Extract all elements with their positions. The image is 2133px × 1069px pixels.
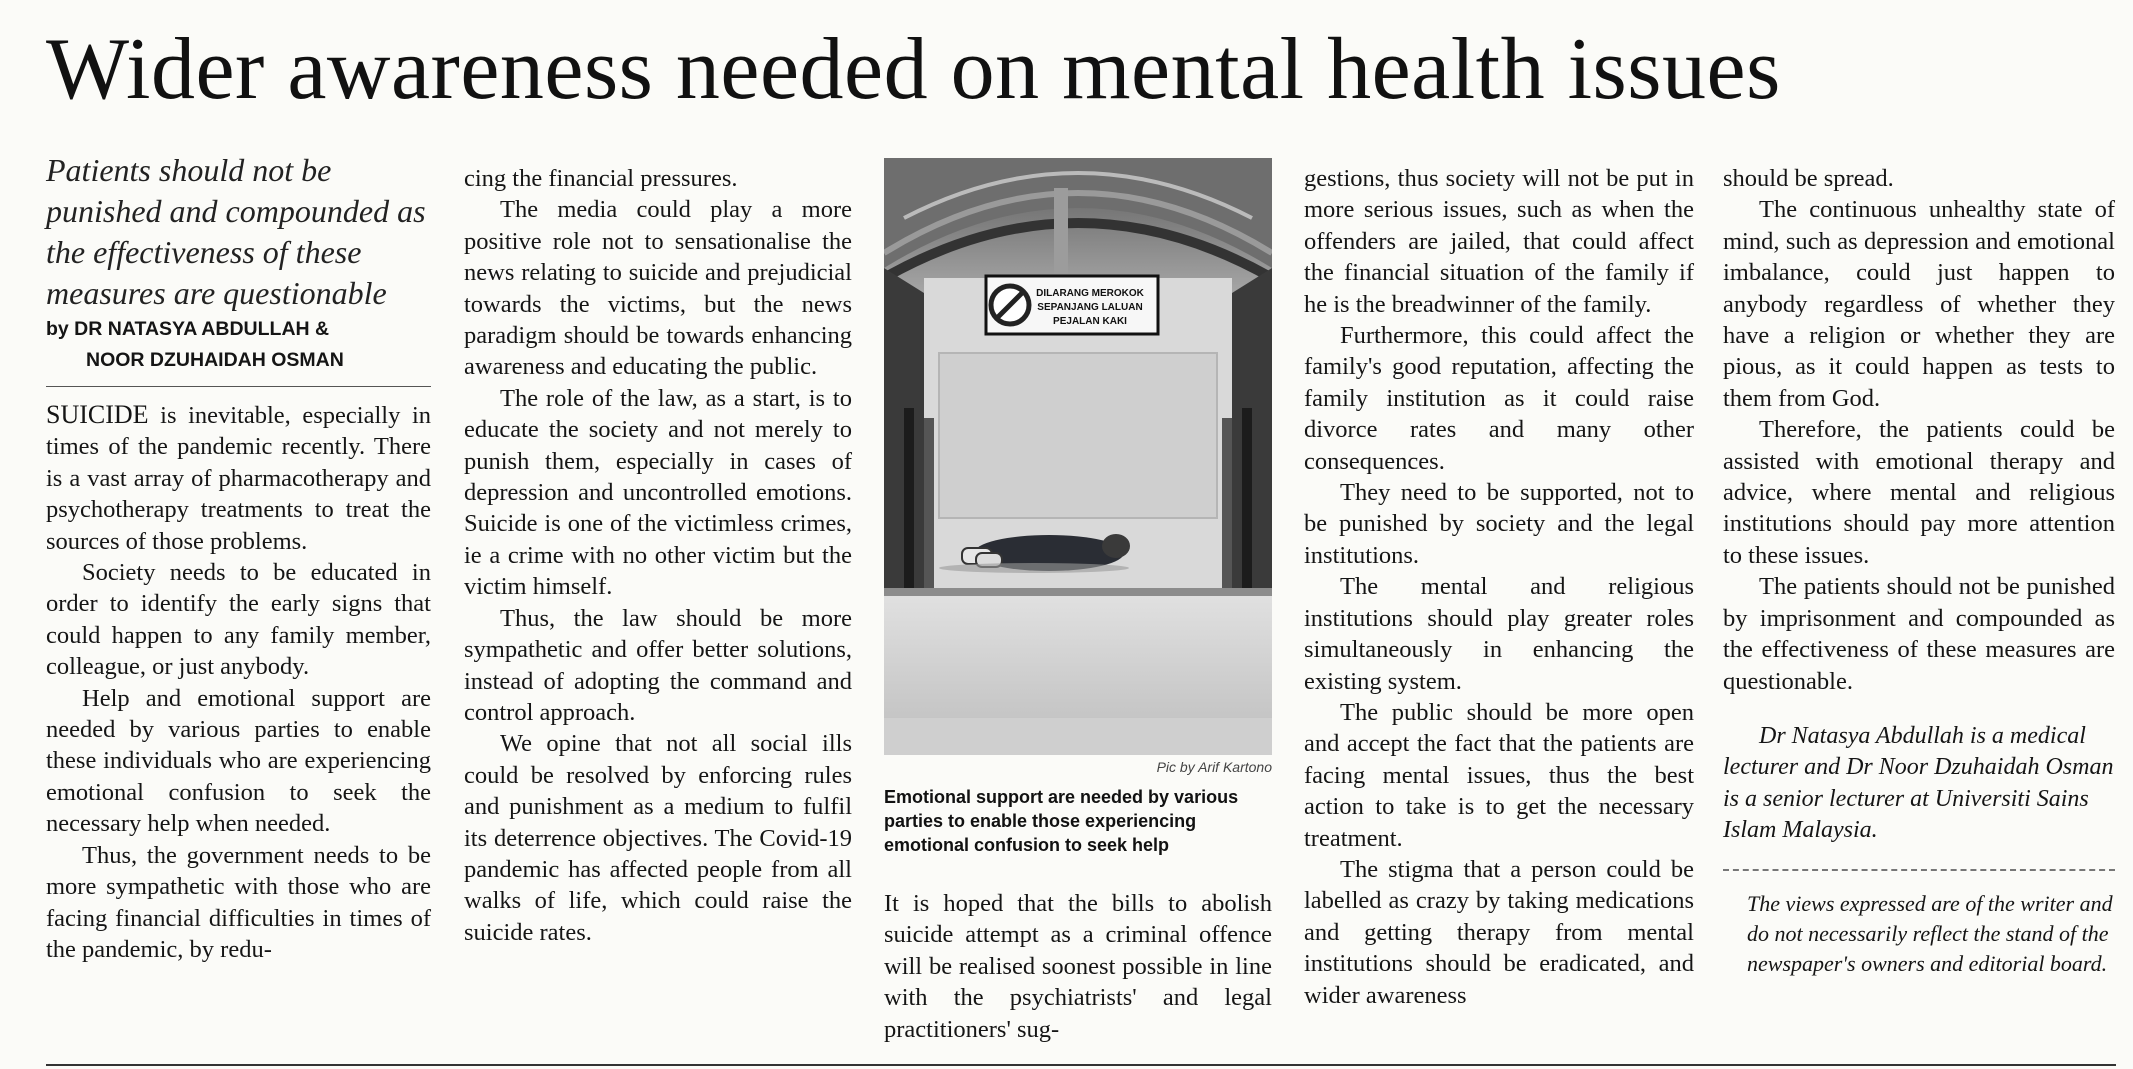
byline-line-2: NOOR DZUHAIDAH OSMAN <box>86 349 344 371</box>
headline: Wider awareness needed on mental health issues <box>46 21 1781 118</box>
sign-line-1: DILARANG MEROKOK <box>1036 288 1144 299</box>
paragraph-text: is inevitable, especially in times of the pandemic recently. There is a vast array of pharmacotherapy and psychotherapy treatments to treat the sources of those problems. <box>46 402 431 555</box>
disclaimer-rule <box>1723 869 2115 871</box>
paragraph: should be spread. <box>1723 165 1894 192</box>
paragraph: The media could play a more positive role not to sensationalise the news relating to suicide and prejudicial towards the victims, but the news paradigm should be towards enhancing awareness and educating the public. <box>464 196 852 381</box>
paragraph: cing the financial pressures. <box>464 165 738 192</box>
paragraph: The mental and religious institutions should play greater roles simultaneously in enhancing the existing system. <box>1304 573 1694 695</box>
paragraph: Therefore, the patients could be assisted with emotional therapy and advice, where mental and religious institutions should pay more attention to these issues. <box>1723 416 2115 569</box>
paragraph: Society needs to be educated in order to identify the early signs that could happen to any family member, colleague, or just anybody. <box>46 559 431 681</box>
paragraph: The role of the law, as a start, is to educate the society and not merely to punish them, especially in cases of depression and uncontrolled emotions. Suicide is one of the victimless crimes, ie a crime with no other victim but the victim himself. <box>464 384 852 601</box>
paragraph: The patients should not be punished by imprisonment and compounded as the effectiveness of these measures are questionable. <box>1723 573 2115 695</box>
column-5 <box>1723 163 2115 979</box>
paragraph: Help and emotional support are needed by various parties to enable these individuals who are experiencing emotional confusion to seek the necessary help when needed. <box>46 684 431 838</box>
column-4 <box>1304 163 1694 1011</box>
author-bio: Dr Natasya Abdullah is a medical lecturer and Dr Noor Dzuhaidah Osman is a senior lecturer at Universiti Sains Islam Malaysia. <box>1723 722 2114 844</box>
byline-rule <box>46 386 431 387</box>
photo-credit: Pic by Arif Kartono <box>1156 759 1272 775</box>
paragraph: Furthermore, this could affect the family's good reputation, affecting the family institution as it could raise divorce rates and many other consequences. <box>1304 322 1694 475</box>
sign-line-2: SEPANJANG LALUAN <box>1037 302 1143 313</box>
paragraph: The continuous unhealthy state of mind, such as depression and emotional imbalance, could just happen to anybody regardless of whether they have a religion or whether they are pious, as it could happen as tests to them from God. <box>1723 196 2115 412</box>
column-2 <box>464 163 852 948</box>
paragraph: The stigma that a person could be labelled as crazy by taking medications and getting therapy from mental institutions should be eradicated, and wider awareness <box>1304 855 1694 1009</box>
sign-line-3: PEJALAN KAKI <box>1053 316 1127 327</box>
paragraph <box>46 399 431 557</box>
lead-word: SUICIDE <box>46 400 149 429</box>
paragraph: They need to be supported, not to be punished by society and the legal institutions. <box>1304 479 1694 569</box>
paragraph: It is hoped that the bills to abolish suicide attempt as a criminal offence will be realised soonest possible in line with the psychiatrists' and legal practitioners' sug- <box>884 890 1272 1043</box>
photo-block <box>884 158 1272 857</box>
column-3 <box>884 888 1272 1045</box>
disclaimer: The views expressed are of the writer and do not necessarily reflect the stand of the newspaper's owners and editorial board. <box>1747 890 2113 976</box>
paragraph: We opine that not all social ills could be resolved by enforcing rules and punishment as a medium to fulfil its deterrence objectives. The Covid-19 pandemic has affected people from all walks of life, which could raise the suicide rates. <box>464 730 852 946</box>
byline-line-1: by DR NATASYA ABDULLAH & <box>46 318 330 340</box>
bottom-rule <box>46 1064 2116 1066</box>
news-photo <box>884 158 1272 755</box>
paragraph: gestions, thus society will not be put in more serious issues, such as when the offenders are jailed, that could affect the financial situation of the family if he is the breadwinner of the family. <box>1304 165 1694 318</box>
photo-illustration <box>884 158 1272 755</box>
paragraph: The public should be more open and accept the fact that the patients are facing mental issues, thus the best action to take is to get the necessary treatment. <box>1304 698 1694 852</box>
column-1 <box>46 150 431 965</box>
paragraph: Thus, the government needs to be more sympathetic with those who are facing financial difficulties in times of the pandemic, by redu- <box>46 841 431 963</box>
standfirst: Patients should not be punished and compounded as the effectiveness of these measures are questionable <box>46 152 426 311</box>
paragraph: Thus, the law should be more sympathetic and offer better solutions, instead of adopting the command and control approach. <box>464 604 852 726</box>
byline <box>46 314 431 376</box>
photo-caption: Emotional support are needed by various parties to enable those experiencing emotional confusion to seek help <box>884 787 1239 855</box>
